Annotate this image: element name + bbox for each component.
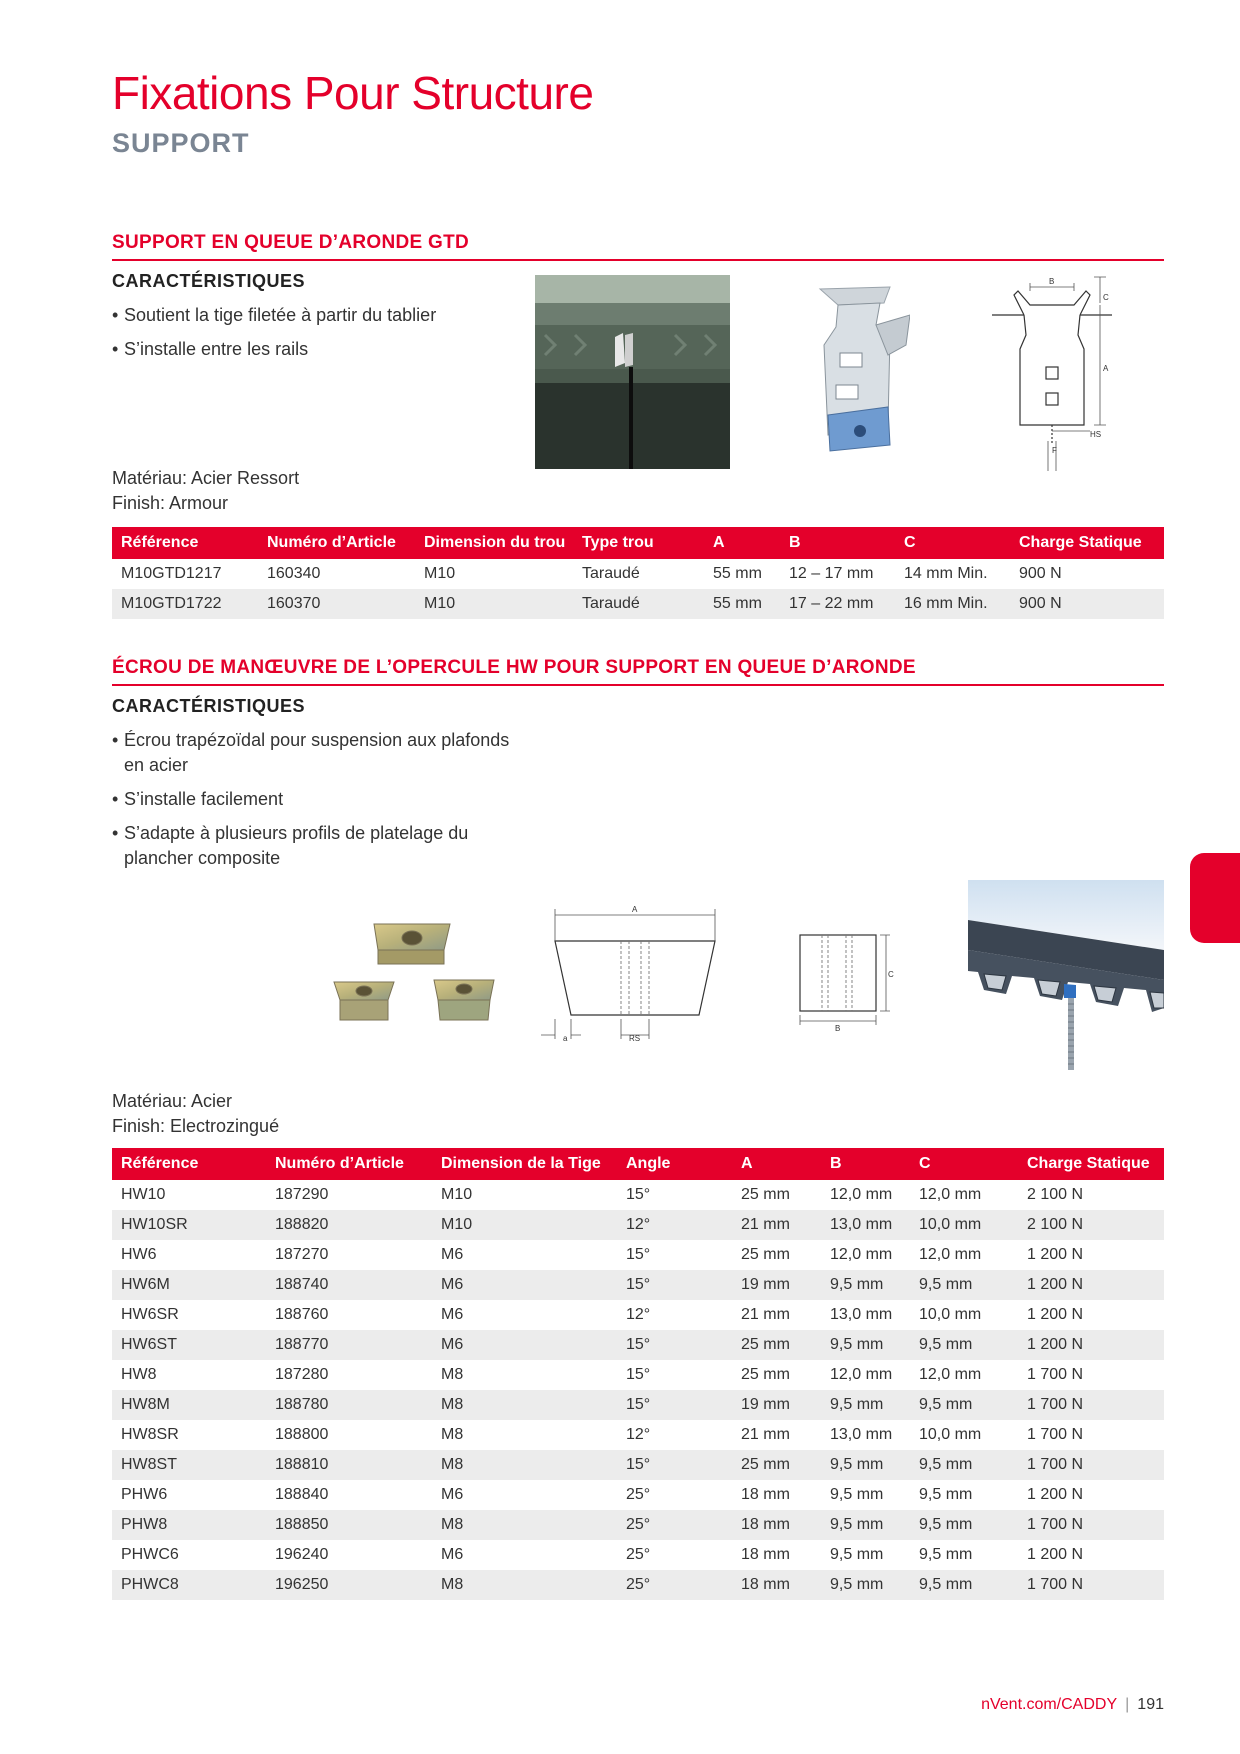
gtd-dim-label: F — [1052, 446, 1057, 455]
gtd-installed-photo — [535, 275, 730, 469]
table-cell: Taraudé — [582, 565, 640, 582]
hw-trapezoid-diagram — [535, 895, 725, 1045]
table-row — [112, 559, 1164, 589]
table-cell: 900 N — [1010, 589, 1164, 619]
gtd-dim-label: HS — [1090, 430, 1102, 439]
gtd-dimension-diagram — [990, 275, 1120, 475]
section2-rule — [112, 684, 1164, 686]
table-cell: 13,0 mm — [821, 1210, 910, 1240]
table-cell: 25 mm — [732, 1330, 821, 1360]
table-cell: 900 N — [1019, 565, 1062, 582]
table-cell: 9,5 mm — [919, 1486, 973, 1503]
table-cell: M8 — [441, 1426, 464, 1443]
table-cell: 19 mm — [732, 1390, 821, 1420]
section1-feature-item: • Soutient la tige filetée à partir du tablier — [112, 305, 437, 325]
table-cell: 25° — [626, 1546, 651, 1563]
table-cell: M10 — [441, 1186, 473, 1203]
table-cell: 9,5 mm — [821, 1510, 910, 1540]
section2-heading: ÉCROU DE MANŒUVRE DE L’OPERCULE HW POUR SUPPORT EN QUEUE D’ARONDE — [112, 657, 916, 678]
table-cell: 9,5 mm — [821, 1270, 910, 1300]
table-cell: 1 200 N — [1027, 1546, 1084, 1563]
gtd-dim-label: A — [1103, 364, 1109, 373]
section2-features-title: CARACTÉRISTIQUES — [112, 696, 306, 716]
table-cell: 9,5 mm — [830, 1546, 884, 1563]
table-cell: 9,5 mm — [910, 1330, 1018, 1360]
table-cell: 25° — [617, 1510, 732, 1540]
column-header: Numéro d’Article — [266, 1148, 432, 1180]
table-cell: 9,5 mm — [821, 1330, 910, 1360]
table-cell: M8 — [432, 1570, 617, 1600]
table-cell: 9,5 mm — [830, 1486, 884, 1503]
table-cell: 12° — [626, 1306, 651, 1323]
table-cell: 1 700 N — [1027, 1366, 1084, 1383]
table-cell: 187270 — [275, 1246, 329, 1263]
table-cell: 12 – 17 mm — [789, 565, 874, 582]
table-cell: 16 mm Min. — [895, 589, 1010, 619]
table-cell: 2 100 N — [1018, 1210, 1164, 1240]
table-cell: 1 200 N — [1018, 1330, 1164, 1360]
table-header-row — [112, 1148, 1164, 1180]
table-cell: 160340 — [267, 565, 321, 582]
table-cell: M8 — [441, 1366, 464, 1383]
table-row — [112, 1510, 1164, 1540]
table-cell: 1 700 N — [1027, 1426, 1084, 1443]
section1-features-title: CARACTÉRISTIQUES — [112, 271, 306, 291]
column-header: Charge Statique — [1010, 527, 1164, 559]
table-cell: PHWC8 — [112, 1570, 266, 1600]
table-cell: 25 mm — [741, 1186, 790, 1203]
gtd-dim-label: B — [1049, 277, 1055, 286]
table-cell: 1 200 N — [1027, 1486, 1084, 1503]
table-header-row — [112, 527, 1164, 559]
table-cell: 188780 — [266, 1390, 432, 1420]
table-cell: 9,5 mm — [821, 1450, 910, 1480]
table-cell: PHWC6 — [121, 1546, 179, 1563]
table-cell: 12,0 mm — [830, 1366, 893, 1383]
section2-feature-item: • S’adapte à plusieurs profils de platelage du plancher composite — [112, 823, 469, 868]
table-cell: 19 mm — [732, 1270, 821, 1300]
table-cell: 9,5 mm — [910, 1270, 1018, 1300]
table-cell: 196250 — [266, 1570, 432, 1600]
table-cell: 25° — [626, 1486, 651, 1503]
column-header: Angle — [617, 1148, 732, 1180]
table-cell: 1 200 N — [1018, 1270, 1164, 1300]
table-cell: 188770 — [266, 1330, 432, 1360]
hw-dim-label: B — [835, 1024, 841, 1033]
gtd-dim-label: C — [1103, 293, 1109, 302]
column-header: Dimension de la Tige — [432, 1148, 617, 1180]
table-cell: 188800 — [275, 1426, 329, 1443]
table-cell: M6 — [441, 1306, 464, 1323]
table-cell: 15° — [617, 1390, 732, 1420]
table-cell: M8 — [432, 1390, 617, 1420]
table-cell: M10 — [424, 565, 456, 582]
section1-heading: SUPPORT EN QUEUE D’ARONDE GTD — [112, 232, 470, 253]
table-row — [112, 1570, 1164, 1600]
table-cell: 15° — [617, 1330, 732, 1360]
table-cell: 188840 — [275, 1486, 329, 1503]
table-cell: M8 — [432, 1510, 617, 1540]
footer-link[interactable]: nVent.com/CADDY — [981, 1696, 1118, 1713]
table-cell: 18 mm — [741, 1486, 790, 1503]
table-cell: 18 mm — [732, 1570, 821, 1600]
column-header: C — [895, 527, 1010, 559]
table-cell: 21 mm — [741, 1306, 790, 1323]
table-cell: 12,0 mm — [919, 1366, 982, 1383]
table-cell: PHW8 — [112, 1510, 266, 1540]
table-row — [112, 1300, 1164, 1330]
table-cell: HW8M — [112, 1390, 266, 1420]
table-cell: 12,0 mm — [919, 1246, 982, 1263]
table-cell: 12,0 mm — [830, 1186, 893, 1203]
column-header: Référence — [112, 1148, 266, 1180]
table-cell: HW6ST — [112, 1330, 266, 1360]
table-cell: 9,5 mm — [910, 1570, 1018, 1600]
table-cell: 14 mm Min. — [904, 565, 988, 582]
hw-side-diagram — [790, 925, 900, 1035]
gtd-spec-table — [112, 527, 1164, 619]
table-cell: HW8SR — [121, 1426, 179, 1443]
table-cell: 160370 — [258, 589, 415, 619]
table-row — [112, 1480, 1164, 1510]
table-row — [112, 1450, 1164, 1480]
table-cell: HW8ST — [112, 1450, 266, 1480]
section1-feature-item: • S’installe entre les rails — [112, 339, 309, 359]
table-cell: 12,0 mm — [919, 1186, 982, 1203]
table-cell: 12° — [626, 1426, 651, 1443]
table-cell: 21 mm — [741, 1426, 790, 1443]
table-cell: M8 — [432, 1450, 617, 1480]
table-cell: 12° — [617, 1210, 732, 1240]
footer-separator: | — [1125, 1696, 1130, 1713]
hw-spec-table — [112, 1148, 1164, 1600]
table-cell: 9,5 mm — [821, 1570, 910, 1600]
table-cell: 10,0 mm — [919, 1426, 982, 1443]
table-cell: 9,5 mm — [910, 1450, 1018, 1480]
table-cell: PHW6 — [121, 1486, 168, 1503]
table-cell: 187290 — [275, 1186, 329, 1203]
table-cell: 10,0 mm — [910, 1210, 1018, 1240]
table-cell: 17 – 22 mm — [780, 589, 895, 619]
table-cell: 2 100 N — [1027, 1186, 1084, 1203]
table-cell: 188850 — [266, 1510, 432, 1540]
table-cell: 1 700 N — [1018, 1390, 1164, 1420]
gtd-clip-render — [780, 285, 910, 455]
page-subtitle: SUPPORT — [112, 128, 250, 158]
table-cell: 15° — [626, 1366, 651, 1383]
table-cell: 187280 — [275, 1366, 329, 1383]
table-cell: M6 — [441, 1546, 464, 1563]
table-cell: HW10 — [121, 1186, 166, 1203]
table-cell: HW8 — [121, 1366, 157, 1383]
table-cell: M6 — [441, 1246, 464, 1263]
column-header: A — [704, 527, 780, 559]
table-cell: 13,0 mm — [830, 1426, 893, 1443]
table-row — [112, 1390, 1164, 1420]
hw-dim-label: RS — [629, 1034, 641, 1043]
table-cell: 21 mm — [732, 1210, 821, 1240]
column-header: B — [780, 527, 895, 559]
table-cell: M6 — [432, 1270, 617, 1300]
table-cell: M10 — [415, 589, 573, 619]
table-cell: 1 700 N — [1018, 1510, 1164, 1540]
table-cell: 13,0 mm — [830, 1306, 893, 1323]
hw-dim-label: A — [632, 905, 638, 914]
table-cell: M10GTD1722 — [112, 589, 258, 619]
table-cell: 15° — [617, 1270, 732, 1300]
table-cell: 1 700 N — [1018, 1570, 1164, 1600]
table-cell: M10 — [432, 1210, 617, 1240]
table-row — [112, 1180, 1164, 1210]
table-cell: HW6SR — [121, 1306, 179, 1323]
table-cell: 196240 — [275, 1546, 329, 1563]
table-row — [112, 1360, 1164, 1390]
table-cell: 9,5 mm — [919, 1546, 973, 1563]
table-cell: 188760 — [275, 1306, 329, 1323]
column-header: Charge Statique — [1018, 1148, 1164, 1180]
table-cell: 12,0 mm — [830, 1246, 893, 1263]
section1-material: Matériau: Acier Ressort — [112, 468, 300, 488]
table-cell: 9,5 mm — [821, 1390, 910, 1420]
footer — [981, 1696, 1164, 1714]
table-cell: 188810 — [266, 1450, 432, 1480]
table-cell: M6 — [432, 1330, 617, 1360]
table-row — [112, 1210, 1164, 1240]
table-row — [112, 1420, 1164, 1450]
hw-installed-render — [968, 880, 1164, 1075]
table-cell: 15° — [626, 1246, 651, 1263]
hw-dim-label: a — [563, 1034, 568, 1043]
column-header: Dimension du trou — [415, 527, 573, 559]
table-cell: 15° — [626, 1186, 651, 1203]
page-title: Fixations Pour Structure — [112, 67, 594, 119]
section2-feature-item: • S’installe facilement — [112, 789, 284, 809]
section2-feature-item: • Écrou trapézoïdal pour suspension aux plafonds en acier — [112, 730, 510, 775]
section2-finish: Finish: Electrozingué — [112, 1116, 280, 1136]
table-cell: 55 mm — [713, 565, 762, 582]
column-header: Numéro d’Article — [258, 527, 415, 559]
table-cell: HW10SR — [112, 1210, 266, 1240]
table-cell: 15° — [617, 1450, 732, 1480]
column-header: C — [910, 1148, 1018, 1180]
table-cell: 188820 — [266, 1210, 432, 1240]
table-row — [112, 1330, 1164, 1360]
section1-finish: Finish: Armour — [112, 493, 229, 513]
table-cell: 55 mm — [704, 589, 780, 619]
column-header: Référence — [112, 527, 258, 559]
column-header: B — [821, 1148, 910, 1180]
table-row — [112, 1270, 1164, 1300]
table-cell: HW6M — [112, 1270, 266, 1300]
table-cell: 9,5 mm — [910, 1390, 1018, 1420]
table-cell: 18 mm — [741, 1546, 790, 1563]
table-cell: M6 — [441, 1486, 464, 1503]
table-cell: 1 200 N — [1027, 1246, 1084, 1263]
section1-rule — [112, 259, 1164, 261]
table-cell: 10,0 mm — [919, 1306, 982, 1323]
chapter-tab — [1190, 853, 1240, 943]
table-cell: 25 mm — [732, 1450, 821, 1480]
table-cell: 18 mm — [732, 1510, 821, 1540]
table-cell: 9,5 mm — [910, 1510, 1018, 1540]
table-cell: Taraudé — [573, 589, 704, 619]
table-row — [112, 589, 1164, 619]
column-header: Type trou — [573, 527, 704, 559]
table-cell: 1 700 N — [1018, 1450, 1164, 1480]
table-cell: HW6 — [121, 1246, 157, 1263]
table-cell: 25 mm — [741, 1246, 790, 1263]
table-row — [112, 1540, 1164, 1570]
section2-material: Matériau: Acier — [112, 1091, 233, 1111]
table-cell: 25 mm — [741, 1366, 790, 1383]
table-cell: 1 200 N — [1027, 1306, 1084, 1323]
table-cell: M10GTD1217 — [121, 565, 222, 582]
table-row — [112, 1240, 1164, 1270]
hw-dim-label: C — [888, 970, 894, 979]
column-header: A — [732, 1148, 821, 1180]
table-cell: 188740 — [266, 1270, 432, 1300]
hw-nuts-render — [330, 920, 500, 1030]
page-number: 191 — [1137, 1696, 1164, 1713]
table-cell: 25° — [617, 1570, 732, 1600]
